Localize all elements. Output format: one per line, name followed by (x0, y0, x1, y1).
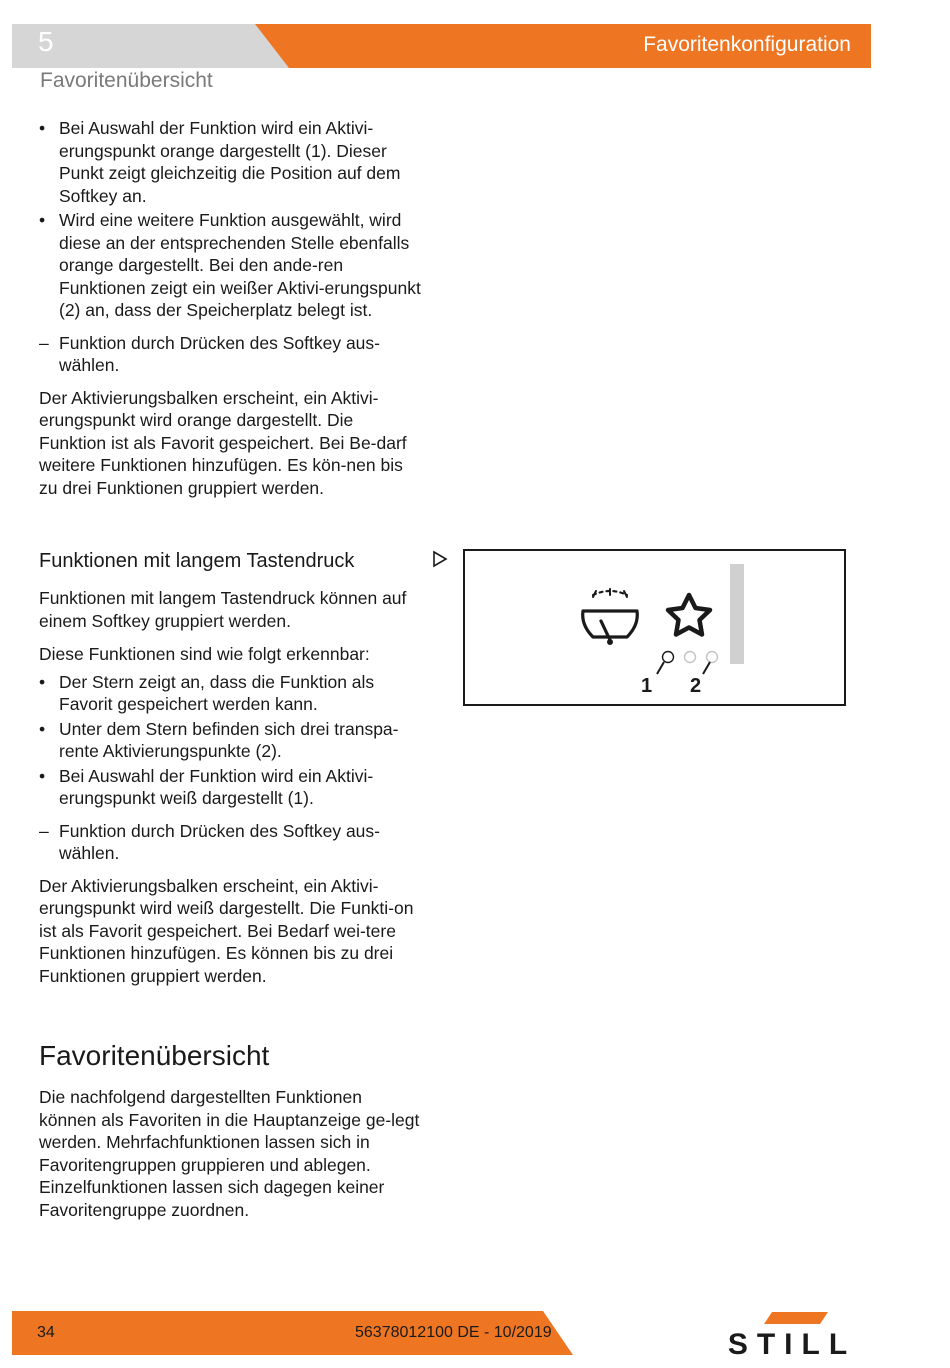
play-triangle-icon (432, 550, 448, 568)
step-item: – Funktion durch Drücken des Softkey aus-wählen. (39, 820, 424, 865)
list-item: • Bei Auswahl der Funktion wird ein Aktivi-erungspunkt orange dargestellt (1). Dieser Punkt zeigt gleichzeitig die Position auf dem Softkey an. (39, 117, 424, 207)
section3-text (39, 1086, 424, 1221)
section2-text (39, 587, 424, 987)
list-item: • Wird eine weitere Funktion ausgewählt, wird diese an der entsprechenden Stelle ebenfalls orange dargestellt. Bei den ande-ren Funktionen zeigt ein weißer Aktivi-erungspunkt (2) an, dass der Speicherplatz belegt ist. (39, 209, 424, 322)
list-item: • Unter dem Stern befinden sich drei transpa-rente Aktivierungspunkte (2). (39, 718, 424, 763)
callout-label-2: 2 (690, 675, 702, 697)
section1-bullet-list (39, 117, 424, 322)
section-subtitle: Favoritenübersicht (40, 69, 213, 92)
section2-step-list (39, 820, 424, 865)
callout-leader-2 (703, 662, 710, 674)
activation-point-2 (685, 652, 696, 663)
section2-intro: Funktionen mit langem Tastendruck können auf einem Softkey gruppiert werden. (39, 588, 407, 631)
section2-lead: Diese Funktionen sind wie folgt erkennbar: (39, 644, 370, 664)
page-number: 34 (37, 1324, 55, 1341)
section2-bullet-list (39, 671, 424, 810)
softkey-figure (463, 549, 846, 706)
section2-heading: Funktionen mit langem Tastendruck (39, 550, 355, 572)
section1-result: Der Aktivierungsbalken erscheint, ein Aktivi-erungspunkt wird orange dargestellt. Die Funktion ist als Favorit gespeichert. Bei Be-darf weitere Funktionen hinzufügen. Es kön-nen bis zu drei Funktionen gruppiert werden. (39, 387, 407, 498)
step-item: – Funktion durch Drücken des Softkey aus-wählen. (39, 332, 424, 377)
section1-text (39, 117, 424, 499)
wiper-icon (583, 589, 638, 640)
list-item: • Bei Auswahl der Funktion wird ein Aktivi-erungspunkt weiß dargestellt (1). (39, 765, 424, 810)
callout-leader-1 (657, 662, 664, 674)
chapter-number: 5 (38, 26, 54, 57)
chapter-title: Favoritenkonfiguration (643, 33, 851, 56)
section2-result: Der Aktivierungsbalken erscheint, ein Aktivi-erungspunkt wird weiß dargestellt. Die Funkti-on ist als Favorit gespeichert. Bei Bedarf wei-tere Funktionen hinzufügen. Es können bis zu drei Funktionen gruppiert werden. (39, 875, 414, 986)
still-logo (712, 1310, 872, 1358)
section3-heading: Favoritenübersicht (39, 1040, 270, 1071)
list-item: • Der Stern zeigt an, dass die Funktion als Favorit gespeichert werden kann. (39, 671, 424, 716)
activation-point-1 (663, 652, 674, 663)
document-id: 56378012100 DE - 10/2019 (355, 1324, 552, 1341)
activation-bar (730, 564, 744, 664)
section1-step-list (39, 332, 424, 377)
activation-point-3 (707, 652, 718, 663)
svg-text:STILL: STILL (727, 1328, 857, 1358)
star-icon (668, 595, 710, 635)
section3-paragraph: Die nachfolgend dargestellten Funktionen können als Favoriten in die Hauptanzeige ge-legt werden. Mehrfachfunktionen lassen sich in Favoritengruppen gruppieren und ablegen. Einzelfunktionen lassen sich dagegen keiner Favoritengruppe zuordnen. (39, 1087, 420, 1220)
callout-label-1: 1 (641, 675, 653, 697)
